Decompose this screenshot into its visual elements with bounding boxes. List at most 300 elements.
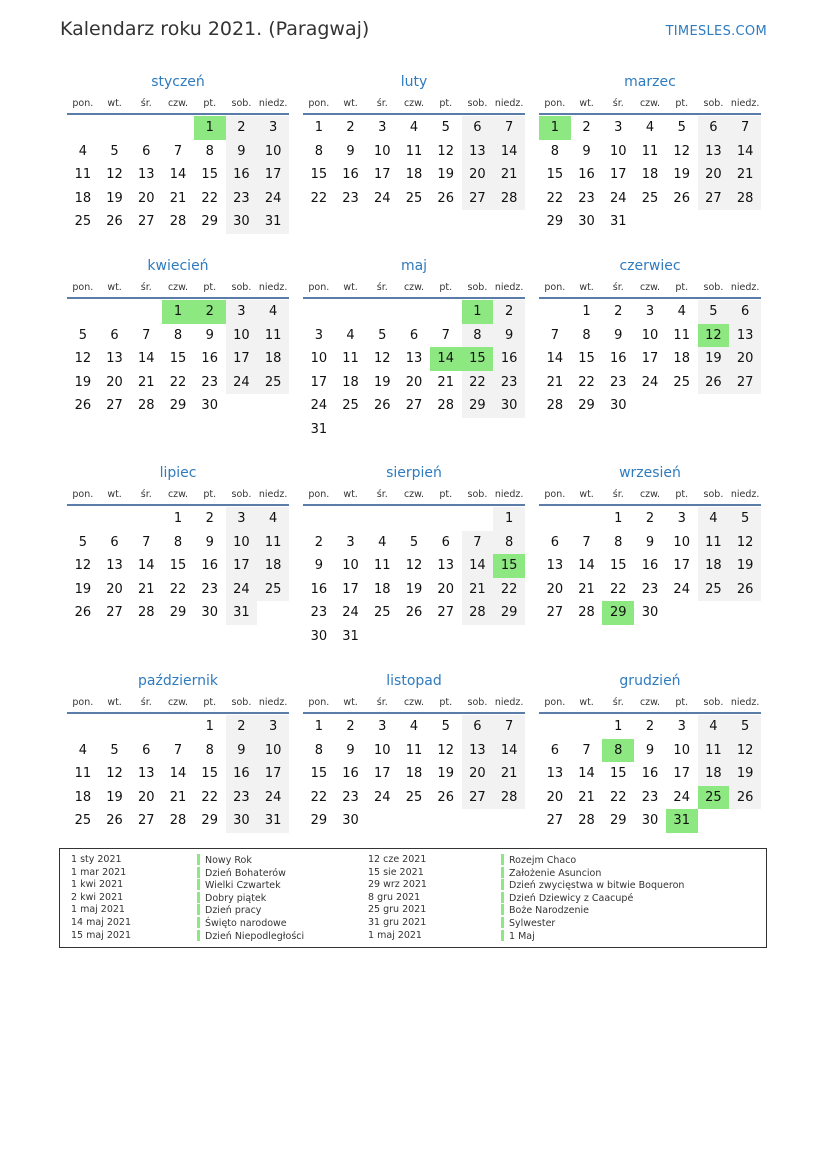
weekday-label: czw. xyxy=(639,97,661,109)
legend-holiday-text: Dzień pracy xyxy=(205,905,262,917)
day-cell: 17 xyxy=(226,554,258,578)
weekday-label: niedz. xyxy=(258,488,288,500)
day-cell: 29 xyxy=(201,214,218,229)
day-cell: 13 xyxy=(462,739,494,763)
day-cell: 19 xyxy=(673,167,690,182)
holiday-color-marker xyxy=(501,930,504,941)
empty-cell xyxy=(571,715,603,739)
day-cell: 21 xyxy=(169,190,187,206)
day-cell: 3 xyxy=(314,327,323,343)
day-cell: 11 xyxy=(257,531,289,555)
day-cell: 17 xyxy=(342,581,359,597)
day-cell: 28 xyxy=(729,187,761,211)
day-cell: 8 xyxy=(205,742,214,758)
day-cell: 6 xyxy=(142,143,151,159)
day-cell: 8 xyxy=(314,742,323,758)
day-cell: 1 xyxy=(194,116,226,140)
day-cell: 9 xyxy=(226,140,258,164)
empty-cell xyxy=(634,210,666,234)
weekday-label: czw. xyxy=(403,281,425,293)
day-cell: 12 xyxy=(729,531,761,555)
day-cell: 22 xyxy=(201,190,218,206)
day-cell: 16 xyxy=(641,766,659,781)
brand-logo-text[interactable]: TIMESLES.COM xyxy=(665,24,767,39)
day-cell: 5 xyxy=(729,507,761,531)
day-cell: 2 xyxy=(226,116,258,140)
month-name: marzec xyxy=(624,74,676,90)
day-cell: 26 xyxy=(729,786,761,810)
empty-cell xyxy=(493,809,525,833)
day-cell: 5 xyxy=(729,715,761,739)
day-cell: 24 xyxy=(257,187,289,211)
day-cell: 13 xyxy=(698,140,730,164)
empty-cell xyxy=(462,418,494,442)
day-cell: 15 xyxy=(493,554,525,578)
legend-holiday-text: Wielki Czwartek xyxy=(205,880,281,892)
day-cell: 12 xyxy=(106,766,123,781)
day-cell: 22 xyxy=(610,581,627,597)
empty-cell xyxy=(462,809,494,833)
legend-holiday-text: Dzień Bohaterów xyxy=(205,867,286,879)
weekday-label: czw. xyxy=(167,281,189,293)
day-cell: 30 xyxy=(641,605,659,620)
month-3 xyxy=(539,71,761,234)
empty-cell xyxy=(666,210,698,234)
day-cell: 9 xyxy=(205,327,214,343)
holiday-color-marker xyxy=(501,904,504,915)
day-cell: 14 xyxy=(578,558,595,573)
day-cell: 2 xyxy=(346,719,355,734)
day-cell: 16 xyxy=(493,347,525,371)
day-cell: 16 xyxy=(310,581,328,597)
weekday-label: sob. xyxy=(467,281,488,293)
empty-cell xyxy=(130,116,162,140)
day-cell: 12 xyxy=(673,143,690,159)
day-cell: 19 xyxy=(106,789,123,805)
empty-cell xyxy=(729,394,761,418)
day-cell: 25 xyxy=(698,578,730,602)
empty-cell xyxy=(666,601,698,625)
day-cell: 10 xyxy=(310,351,328,366)
day-cell: 13 xyxy=(138,766,155,781)
day-cell: 27 xyxy=(462,187,494,211)
day-cell: 15 xyxy=(310,167,328,182)
month-name: styczeń xyxy=(151,74,205,90)
legend-holiday-text: Założenie Asuncion xyxy=(509,867,602,879)
day-cell: 13 xyxy=(106,351,123,366)
weekday-label: czw. xyxy=(639,488,661,500)
day-cell: 27 xyxy=(106,605,123,620)
legend-right-names xyxy=(501,854,684,942)
weekday-label: śr. xyxy=(612,97,624,109)
day-cell: 2 xyxy=(314,534,323,550)
weekday-label: sob. xyxy=(703,696,724,708)
weekday-label: pon. xyxy=(72,97,94,109)
weekday-label: pt. xyxy=(675,281,689,293)
day-cell: 9 xyxy=(614,327,623,343)
day-cell: 30 xyxy=(310,628,328,644)
empty-cell xyxy=(335,300,367,324)
day-cell: 31 xyxy=(310,421,328,437)
day-cell: 17 xyxy=(226,347,258,371)
legend-date: 1 sty 2021 xyxy=(71,854,122,865)
day-cell: 7 xyxy=(582,534,591,550)
empty-cell xyxy=(257,601,289,625)
weekday-label: pt. xyxy=(203,696,217,708)
day-cell: 28 xyxy=(546,398,564,413)
month-11 xyxy=(303,670,525,833)
day-cell: 3 xyxy=(226,507,258,531)
day-cell: 7 xyxy=(582,742,591,758)
day-cell: 16 xyxy=(201,558,218,573)
weekday-label: czw. xyxy=(403,696,425,708)
day-cell: 2 xyxy=(582,120,591,135)
legend-left-names xyxy=(197,854,304,942)
empty-cell xyxy=(226,394,258,418)
weekday-label: sob. xyxy=(467,696,488,708)
day-cell: 27 xyxy=(698,187,730,211)
weekday-label: śr. xyxy=(140,488,152,500)
day-cell: 7 xyxy=(441,327,450,343)
day-cell: 17 xyxy=(673,558,690,573)
day-cell: 2 xyxy=(614,304,623,319)
weekday-header xyxy=(67,484,289,506)
day-cell: 30 xyxy=(201,398,218,413)
day-cell: 4 xyxy=(257,507,289,531)
day-cell: 18 xyxy=(405,766,423,781)
weekday-label: pt. xyxy=(675,97,689,109)
legend-holiday-name xyxy=(197,892,304,905)
day-cell: 20 xyxy=(546,581,564,597)
day-cell: 31 xyxy=(226,601,258,625)
day-cell: 27 xyxy=(546,813,564,828)
day-cell: 7 xyxy=(462,531,494,555)
day-cell: 23 xyxy=(310,605,328,620)
day-cell: 4 xyxy=(257,300,289,324)
day-cell: 25 xyxy=(374,605,391,620)
empty-cell xyxy=(398,625,430,649)
day-cell: 31 xyxy=(257,809,289,833)
day-cell: 24 xyxy=(673,789,690,805)
weekday-label: pon. xyxy=(308,281,330,293)
empty-cell xyxy=(257,394,289,418)
day-cell: 21 xyxy=(169,789,187,805)
weekday-label: pt. xyxy=(203,488,217,500)
legend-holiday-name xyxy=(197,930,304,943)
empty-cell xyxy=(398,809,430,833)
day-cell: 30 xyxy=(641,813,659,828)
day-cell: 9 xyxy=(645,534,655,550)
day-cell: 11 xyxy=(698,739,730,763)
day-cell: 28 xyxy=(493,187,525,211)
day-cell: 22 xyxy=(462,371,494,395)
day-cell: 11 xyxy=(673,327,690,343)
weekday-label: śr. xyxy=(140,281,152,293)
holiday-color-marker xyxy=(197,867,200,878)
day-cell: 2 xyxy=(346,120,355,135)
weekday-label: czw. xyxy=(403,97,425,109)
day-cell: 26 xyxy=(437,190,454,206)
day-cell: 19 xyxy=(74,374,92,390)
day-cell: 1 xyxy=(614,511,623,526)
day-cell: 20 xyxy=(405,374,423,390)
day-cell: 29 xyxy=(546,214,564,229)
weekday-label: pon. xyxy=(544,696,566,708)
day-cell: 10 xyxy=(673,534,690,550)
day-cell: 27 xyxy=(437,605,454,620)
empty-cell xyxy=(99,116,131,140)
weekday-label: pon. xyxy=(544,281,566,293)
day-cell: 24 xyxy=(673,581,690,597)
day-cell: 21 xyxy=(578,789,595,805)
day-cell: 1 xyxy=(205,719,214,734)
day-cell: 25 xyxy=(257,578,289,602)
day-cell: 26 xyxy=(729,578,761,602)
day-cell: 5 xyxy=(441,120,450,135)
holiday-color-marker xyxy=(197,892,200,903)
day-cell: 22 xyxy=(610,789,627,805)
day-cell: 25 xyxy=(74,813,92,828)
legend-holiday-name xyxy=(501,930,684,943)
day-cell: 26 xyxy=(437,789,454,805)
weekday-label: wt. xyxy=(107,488,122,500)
day-cell: 28 xyxy=(578,605,595,620)
day-cell: 28 xyxy=(462,601,494,625)
day-cell: 20 xyxy=(106,374,123,390)
day-cell: 8 xyxy=(462,324,494,348)
day-cell: 6 xyxy=(729,300,761,324)
day-cell: 3 xyxy=(226,300,258,324)
legend-holiday-text: Święto narodowe xyxy=(205,917,287,929)
weekday-label: pt. xyxy=(203,281,217,293)
empty-cell xyxy=(303,300,335,324)
day-cell: 31 xyxy=(610,214,627,229)
weekday-header xyxy=(67,93,289,115)
empty-cell xyxy=(462,507,494,531)
day-cell: 9 xyxy=(226,739,258,763)
empty-cell xyxy=(430,507,462,531)
day-cell: 28 xyxy=(437,398,454,413)
day-cell: 26 xyxy=(106,214,123,229)
day-cell: 27 xyxy=(462,786,494,810)
empty-cell xyxy=(698,394,730,418)
day-cell: 25 xyxy=(405,789,423,805)
weekday-label: pt. xyxy=(439,696,453,708)
weekday-label: sob. xyxy=(703,97,724,109)
month-name: grudzień xyxy=(619,673,681,689)
empty-cell xyxy=(539,507,571,531)
weekday-label: czw. xyxy=(639,281,661,293)
weekday-label: pon. xyxy=(72,281,94,293)
month-name: sierpień xyxy=(386,465,442,481)
legend-holiday-name xyxy=(501,892,684,905)
day-cell: 26 xyxy=(74,398,92,413)
day-cell: 18 xyxy=(257,554,289,578)
legend-holiday-name xyxy=(197,854,304,867)
day-cell: 8 xyxy=(493,531,525,555)
weekday-header xyxy=(303,692,525,714)
legend-holiday-name xyxy=(501,904,684,917)
day-cell: 4 xyxy=(409,719,419,734)
empty-cell xyxy=(130,715,162,739)
day-cell: 13 xyxy=(462,140,494,164)
day-cell: 18 xyxy=(405,167,423,182)
day-cell: 26 xyxy=(405,605,423,620)
weekday-label: czw. xyxy=(167,488,189,500)
day-cell: 14 xyxy=(430,347,462,371)
holiday-color-marker xyxy=(501,892,504,903)
holiday-color-marker xyxy=(197,879,200,890)
day-cell: 12 xyxy=(405,558,423,573)
day-cell: 27 xyxy=(138,813,155,828)
legend-holiday-name xyxy=(501,917,684,930)
empty-cell xyxy=(398,418,430,442)
day-cell: 5 xyxy=(677,120,686,135)
weekday-label: niedz. xyxy=(258,281,288,293)
day-cell: 14 xyxy=(138,558,155,573)
day-cell: 28 xyxy=(578,813,595,828)
day-cell: 9 xyxy=(582,143,591,159)
day-cell: 28 xyxy=(138,605,155,620)
weekday-label: pon. xyxy=(308,97,330,109)
day-cell: 20 xyxy=(462,762,494,786)
weekday-label: sob. xyxy=(467,488,488,500)
weekday-label: śr. xyxy=(376,488,388,500)
day-cell: 10 xyxy=(673,742,690,758)
day-grid xyxy=(539,116,761,234)
day-cell: 18 xyxy=(698,554,730,578)
day-cell: 6 xyxy=(462,116,494,140)
day-cell: 23 xyxy=(610,374,627,390)
weekday-label: pon. xyxy=(308,696,330,708)
weekday-label: pon. xyxy=(72,488,94,500)
weekday-label: wt. xyxy=(107,281,122,293)
day-cell: 11 xyxy=(641,143,659,159)
day-cell: 9 xyxy=(346,143,355,159)
weekday-label: wt. xyxy=(107,696,122,708)
weekday-label: sob. xyxy=(231,488,252,500)
legend-right-dates xyxy=(368,854,427,942)
month-5 xyxy=(303,255,525,441)
day-cell: 14 xyxy=(169,167,187,182)
legend-date: 8 gru 2021 xyxy=(368,891,421,903)
weekday-label: czw. xyxy=(639,696,661,708)
day-cell: 29 xyxy=(462,394,494,418)
weekday-label: śr. xyxy=(612,696,624,708)
day-cell: 12 xyxy=(106,167,123,182)
day-cell: 2 xyxy=(205,511,214,526)
day-grid xyxy=(303,116,525,210)
day-cell: 2 xyxy=(226,715,258,739)
day-cell: 2 xyxy=(194,300,226,324)
holiday-legend xyxy=(59,848,767,948)
day-cell: 22 xyxy=(169,374,187,390)
day-cell: 25 xyxy=(698,786,730,810)
day-cell: 29 xyxy=(169,605,187,620)
legend-date: 1 maj 2021 xyxy=(368,929,422,941)
day-grid xyxy=(67,116,289,234)
day-cell: 24 xyxy=(226,371,258,395)
day-cell: 2 xyxy=(645,511,655,526)
empty-cell xyxy=(130,507,162,531)
weekday-label: niedz. xyxy=(730,696,760,708)
empty-cell xyxy=(493,625,525,649)
legend-date: 1 kwi 2021 xyxy=(71,879,124,891)
empty-cell xyxy=(99,507,131,531)
day-cell: 23 xyxy=(226,187,258,211)
holiday-color-marker xyxy=(501,867,504,878)
empty-cell xyxy=(729,210,761,234)
day-cell: 14 xyxy=(493,739,525,763)
day-cell: 21 xyxy=(138,374,155,390)
legend-date: 2 kwi 2021 xyxy=(71,891,124,903)
day-cell: 15 xyxy=(610,766,627,781)
month-4 xyxy=(67,255,289,418)
day-cell: 23 xyxy=(342,789,359,805)
empty-cell xyxy=(67,507,99,531)
day-cell: 30 xyxy=(226,210,258,234)
weekday-label: sob. xyxy=(467,97,488,109)
month-name: maj xyxy=(400,258,428,274)
day-cell: 16 xyxy=(578,167,595,182)
day-cell: 13 xyxy=(138,167,155,182)
day-cell: 23 xyxy=(226,786,258,810)
holiday-color-marker xyxy=(501,854,504,865)
empty-cell xyxy=(162,715,194,739)
month-7 xyxy=(67,462,289,625)
day-cell: 20 xyxy=(138,190,155,206)
day-cell: 19 xyxy=(437,766,454,781)
weekday-label: sob. xyxy=(231,696,252,708)
day-cell: 25 xyxy=(405,190,423,206)
weekday-label: pt. xyxy=(675,696,689,708)
day-grid xyxy=(303,507,525,648)
empty-cell xyxy=(539,300,571,324)
day-cell: 18 xyxy=(374,581,391,597)
day-cell: 10 xyxy=(342,558,359,573)
day-cell: 11 xyxy=(257,324,289,348)
day-cell: 8 xyxy=(173,534,183,550)
day-cell: 9 xyxy=(205,534,214,550)
day-cell: 29 xyxy=(201,813,218,828)
day-grid xyxy=(539,300,761,418)
day-cell: 30 xyxy=(201,605,218,620)
day-cell: 20 xyxy=(729,347,761,371)
day-cell: 23 xyxy=(493,371,525,395)
day-cell: 1 xyxy=(539,116,571,140)
weekday-label: niedz. xyxy=(730,97,760,109)
day-cell: 8 xyxy=(602,739,634,763)
day-cell: 20 xyxy=(546,789,564,805)
holiday-color-marker xyxy=(501,879,504,890)
weekday-label: niedz. xyxy=(730,488,760,500)
empty-cell xyxy=(698,809,730,833)
day-cell: 19 xyxy=(698,347,730,371)
day-cell: 13 xyxy=(405,351,423,366)
day-cell: 31 xyxy=(257,210,289,234)
day-cell: 17 xyxy=(257,762,289,786)
empty-cell xyxy=(162,116,194,140)
day-cell: 28 xyxy=(138,398,155,413)
day-cell: 8 xyxy=(205,143,214,159)
empty-cell xyxy=(335,507,367,531)
month-9 xyxy=(539,462,761,625)
weekday-label: pt. xyxy=(439,97,453,109)
day-cell: 26 xyxy=(374,398,391,413)
weekday-label: niedz. xyxy=(494,281,524,293)
day-cell: 12 xyxy=(374,351,391,366)
day-cell: 4 xyxy=(677,304,686,319)
